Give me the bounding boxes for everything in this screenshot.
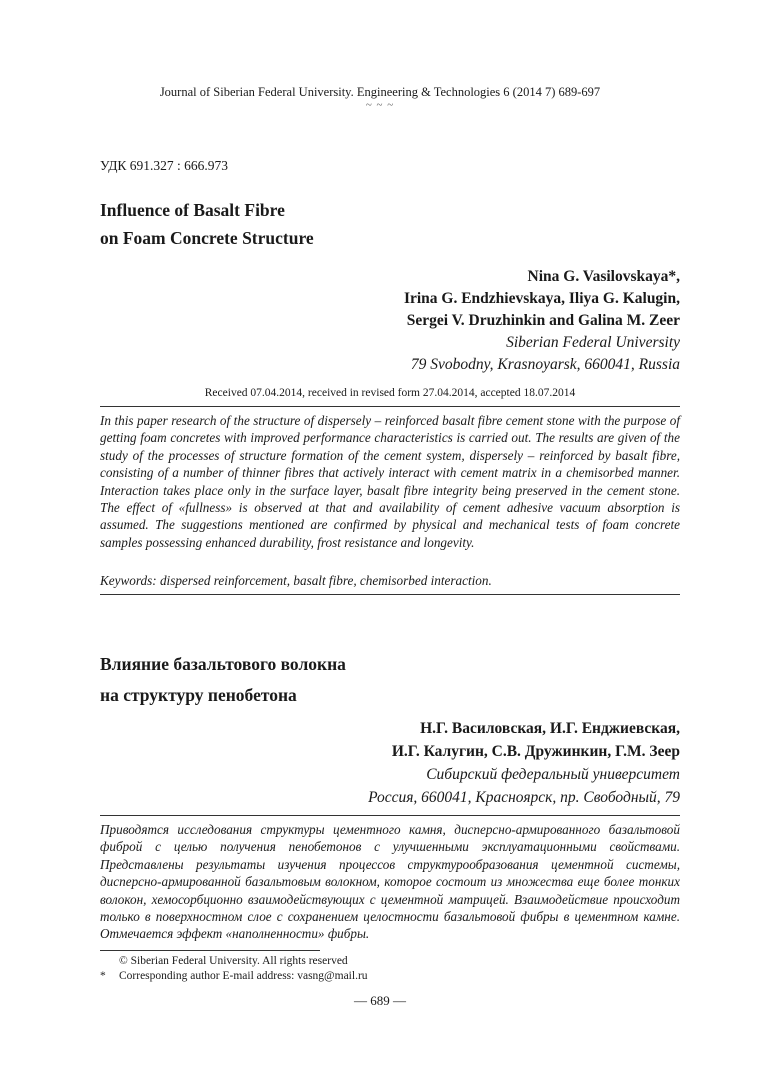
title-ru-line-2: на структуру пенобетона [100, 685, 297, 705]
udk-code: УДК 691.327 : 666.973 [100, 158, 229, 173]
journal-header: Journal of Siberian Federal University. Engineering & Technologies 6 (2014 7) 689-697 [159, 85, 601, 99]
title-en-line-1: Influence of Basalt Fibre [100, 200, 285, 220]
footnote-rule [100, 950, 320, 951]
abstract-ru: Приводятся исследования структуры цементного камня, дисперсно-армированного базальтовой фиброй с целью получения пенобетонов с улучшенными эксплуатационными свойствами. Представлены результаты изучения процессов структурообразования цементной системы, дисперсно-армированной базальтовым волокном, которое состоит из множества еще более тонких волокон, хемосорбционно взаимодействующих с цементной матрицей. Взаимодействие происходит только в поверхностном слое с сохранением целостности базальтовой фибры в цементном камне. Отмечается эффект «наполненности» фибры. [100, 822, 680, 942]
author-line-1: Nina G. Vasilovskaya*, [527, 268, 680, 285]
footnote-email: Corresponding author E-mail address: vasng@mail.ru [119, 970, 368, 982]
authors-en [404, 266, 680, 376]
title-ru-line-1: Влияние базальтового волокна [100, 654, 346, 674]
author-line-3: Sergei V. Druzhinkin and Galina M. Zeer [406, 312, 680, 329]
affiliation-ru-line-2: Россия, 660041, Красноярск, пр. Свободный, 79 [368, 789, 680, 806]
author-line-2: Irina G. Endzhievskaya, Iliya G. Kalugin, [403, 290, 680, 307]
abstract-bottom-rule [100, 594, 680, 595]
abstract-ru-top-rule [100, 815, 680, 816]
abstract-top-rule [100, 406, 680, 407]
received-dates: Received 07.04.2014, received in revised form 27.04.2014, accepted 18.07.2014 [204, 387, 576, 399]
author-ru-line-2: И.Г. Калугин, С.В. Дружинкин, Г.М. Зеер [391, 743, 680, 760]
affiliation-line-2: 79 Svobodny, Krasnoyarsk, 660041, Russia [410, 356, 680, 373]
title-ru [100, 649, 346, 711]
affiliation-line-1: Siberian Federal University [506, 334, 680, 351]
keywords-en: Keywords: dispersed reinforcement, basalt fibre, chemisorbed interaction. [100, 573, 492, 588]
footnote-star: * [100, 970, 106, 982]
footnote-copyright: © Siberian Federal University. All rights reserved [119, 955, 348, 967]
authors-ru [368, 717, 680, 809]
page-number: — 689 — [354, 993, 406, 1008]
abstract-en: In this paper research of the structure of dispersely – reinforced basalt fibre cement stone with the purpose of getting foam concretes with improved performance characteristics is carried out. The results are given of the study of the processes of structure formation of the cement system, dispersely – reinforced by basalt fibre, consisting of a number of thinner fibres that actively interact with cement matrix in a chemisorbed manner. Interaction takes place only in the surface layer, basalt fibre integrity being preserved in the cement stone. The effect of «fullness» is observed at that and availability of cement adhesive vacuum absorption is assumed. The suggestions mentioned are confirmed by physical and mechanical tests of foam concrete samples possessing enhanced durability, frost resistance and longevity. [100, 413, 680, 550]
title-en-line-2: on Foam Concrete Structure [100, 228, 314, 248]
author-ru-line-1: Н.Г. Василовская, И.Г. Енджиевская, [420, 720, 680, 737]
footnote-corresponding [100, 970, 368, 982]
header-ornament: ~ ~ ~ [365, 99, 395, 111]
affiliation-ru-line-1: Сибирский федеральный университет [426, 766, 680, 783]
title-en [100, 196, 314, 252]
